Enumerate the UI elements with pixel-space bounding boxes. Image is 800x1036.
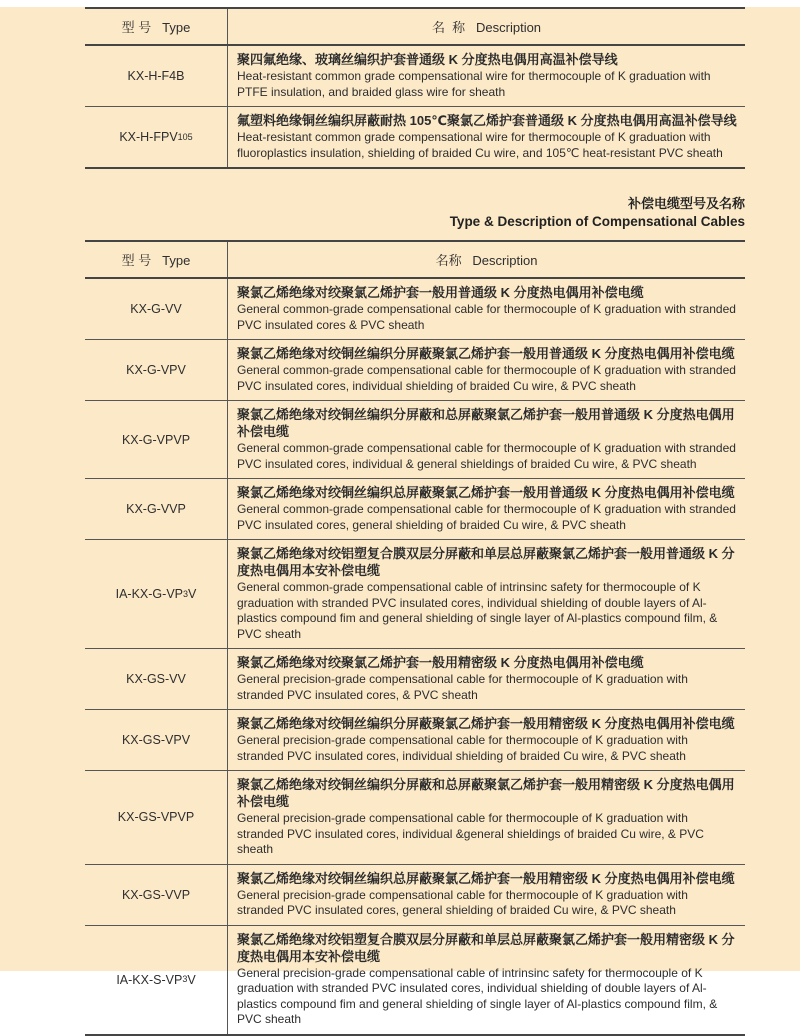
wire-table-header-row [85, 9, 745, 46]
type-cell [85, 865, 227, 925]
table-row [85, 478, 745, 539]
description-english: General precision-grade compensational cable for thermocouple of K graduation with stranded PVC insulated cores, & PVC sheath [237, 672, 688, 702]
cable-table-header-row [85, 242, 745, 279]
section-heading-english: Type & Description of Compensational Cables [449, 214, 745, 229]
type-column-header: 型 号 Type [121, 253, 191, 268]
description-english: General common-grade compensational cable for thermocouple of K graduation with stranded PVC insulated cores, individual & general shieldings of braided Cu wire, & PVC sheath [237, 441, 736, 471]
description-chinese: 氟塑料绝缘铜丝编织屏蔽耐热 105℃聚氯乙烯护套普通级 K 分度热电偶用高温补偿导线 [237, 113, 737, 128]
description-cell [227, 479, 745, 539]
description-cell [227, 926, 745, 1034]
type-code-subscript: 105 [177, 131, 193, 142]
type-code: KX-GS-VV [126, 672, 186, 686]
table-row [85, 279, 745, 339]
description-cell [227, 340, 745, 400]
description-cell [227, 649, 745, 709]
description-english: General common-grade compensational cable for thermocouple of K graduation with stranded PVC insulated cores, general shielding of braided Cu wire, & PVC sheath [237, 502, 736, 532]
type-code: KX-GS-VVP [121, 887, 191, 902]
type-cell [85, 340, 227, 400]
table-row [85, 709, 745, 770]
type-column-header: 型 号 Type [121, 20, 191, 35]
type-code-subscript: 3 [183, 588, 189, 599]
type-code: KX-G-VV [130, 302, 182, 316]
description-english: Heat-resistant common grade compensational wire for thermocouple of K graduation with PTFE insulation, and braided glass wire for sheath [237, 69, 711, 99]
description-english: Heat-resistant common grade compensational wire for thermocouple of K graduation with fluoroplastics insulation, shielding of braided Cu wire, and 105℃ heat-resistant PVC sheath [237, 130, 723, 160]
section-heading [85, 195, 745, 231]
type-cell [85, 540, 227, 648]
type-code: IA-KX-G-VP [115, 587, 183, 601]
description-cell [227, 107, 745, 167]
type-cell [85, 710, 227, 770]
type-cell [85, 479, 227, 539]
type-code: KX-G-VVP [126, 502, 186, 516]
description-chinese: 聚氯乙烯绝缘对绞铜丝编织总屏蔽聚氯乙烯护套一般用精密级 K 分度热电偶用补偿电缆 [237, 870, 735, 886]
description-cell [227, 540, 745, 648]
type-code-suffix: V [188, 587, 197, 601]
description-chinese: 聚氯乙烯绝缘对绞聚氯乙烯护套一般用普通级 K 分度热电偶用补偿电缆 [237, 285, 644, 300]
description-column-header: 名称 Description [227, 242, 745, 277]
table-row [85, 925, 745, 1034]
description-cell [227, 865, 745, 925]
description-english: General precision-grade compensational cable for thermocouple of K graduation with stranded PVC insulated cores, general shielding of braided Cu wire, & PVC sheath [237, 887, 688, 917]
table-row [85, 46, 745, 106]
type-code: KX-GS-VPVP [117, 810, 195, 825]
table-row [85, 539, 745, 648]
table-row [85, 339, 745, 400]
type-code: KX-G-VPVP [121, 432, 191, 447]
type-cell [85, 279, 227, 339]
type-cell [85, 46, 227, 106]
table-row [85, 864, 745, 925]
type-code-suffix: V [187, 972, 196, 987]
description-english: General precision-grade compensational cable for thermocouple of K graduation with stranded PVC insulated cores, individual shielding of braided Cu wire, & PVC sheath [237, 733, 688, 763]
type-code: KX-H-F4B [127, 69, 185, 83]
description-cell [227, 46, 745, 106]
description-cell [227, 771, 745, 864]
description-cell [227, 710, 745, 770]
table-row [85, 770, 745, 864]
description-chinese: 聚氯乙烯绝缘对绞铜丝编织总屏蔽聚氯乙烯护套一般用普通级 K 分度热电偶用补偿电缆 [237, 485, 735, 500]
description-english: General precision-grade compensational cable for thermocouple of K graduation with stranded PVC insulated cores, individual &general shieldings of braided Cu wire, & PVC sheath [237, 811, 704, 856]
type-cell [85, 771, 227, 864]
description-english: General common-grade compensational cable for thermocouple of K graduation with stranded PVC insulated cores, individual shielding of braided Cu wire, & PVC sheath [237, 363, 736, 393]
description-chinese: 聚四氟绝缘、玻璃丝编织护套普通级 K 分度热电偶用高温补偿导线 [237, 52, 618, 67]
description-chinese: 聚氯乙烯绝缘对绞铜丝编织分屏蔽和总屏蔽聚氯乙烯护套一般用普通级 K 分度热电偶用补偿电缆 [237, 407, 735, 439]
type-cell [85, 926, 227, 1034]
section-heading-chinese: 补偿电缆型号及名称 [627, 196, 745, 211]
description-english: General common-grade compensational cable of intrinsinc safety for thermocouple of K graduation with stranded PVC insulated cores, individual shielding of double layers of Al-plastics compound fim and general shielding of single layer of Al-plastics compound film, & PVC sheath [237, 580, 718, 641]
wire-type-table [85, 7, 745, 169]
scan-top-margin [0, 0, 800, 7]
table-row [85, 106, 745, 167]
description-chinese: 聚氯乙烯绝缘对绞聚氯乙烯护套一般用精密级 K 分度热电偶用补偿电缆 [237, 655, 644, 670]
type-code-subscript: 3 [182, 974, 188, 984]
catalog-page [0, 7, 800, 1026]
description-chinese: 聚氯乙烯绝缘对绞铝塑复合膜双层分屏蔽和单层总屏蔽聚氯乙烯护套一般用普通级 K 分度热电偶用本安补偿电缆 [237, 546, 735, 578]
description-chinese: 聚氯乙烯绝缘对绞铝塑复合膜双层分屏蔽和单层总屏蔽聚氯乙烯护套一般用精密级 K 分度热电偶用本安补偿电缆 [237, 931, 735, 964]
description-english: General precision-grade compensational cable of intrinsinc safety for thermocouple of K graduation with stranded PVC insulated cores, individual shielding of double layers of Al-plastics compound fim and general shielding of single layer of Al-plastics compound film, & PVC sheath [237, 965, 718, 1026]
cable-type-table [85, 240, 745, 1036]
type-code: KX-G-VPV [126, 363, 186, 377]
description-cell [227, 279, 745, 339]
table-row [85, 648, 745, 709]
description-column-header: 名 称 Description [227, 9, 745, 44]
type-cell [85, 107, 227, 167]
description-english: General common-grade compensational cable for thermocouple of K graduation with stranded PVC insulated cores & PVC sheath [237, 302, 736, 332]
description-cell [227, 401, 745, 478]
description-chinese: 聚氯乙烯绝缘对绞铜丝编织分屏蔽聚氯乙烯护套一般用精密级 K 分度热电偶用补偿电缆 [237, 716, 735, 731]
table-row [85, 400, 745, 478]
type-cell [85, 649, 227, 709]
type-code: IA-KX-S-VP [116, 972, 183, 987]
type-cell [85, 401, 227, 478]
type-code: KX-GS-VPV [121, 733, 191, 747]
description-chinese: 聚氯乙烯绝缘对绞铜丝编织分屏蔽和总屏蔽聚氯乙烯护套一般用精密级 K 分度热电偶用补偿电缆 [237, 777, 735, 809]
description-chinese: 聚氯乙烯绝缘对绞铜丝编织分屏蔽聚氯乙烯护套一般用普通级 K 分度热电偶用补偿电缆 [237, 346, 735, 361]
type-code: KX-H-FPV [119, 130, 178, 144]
